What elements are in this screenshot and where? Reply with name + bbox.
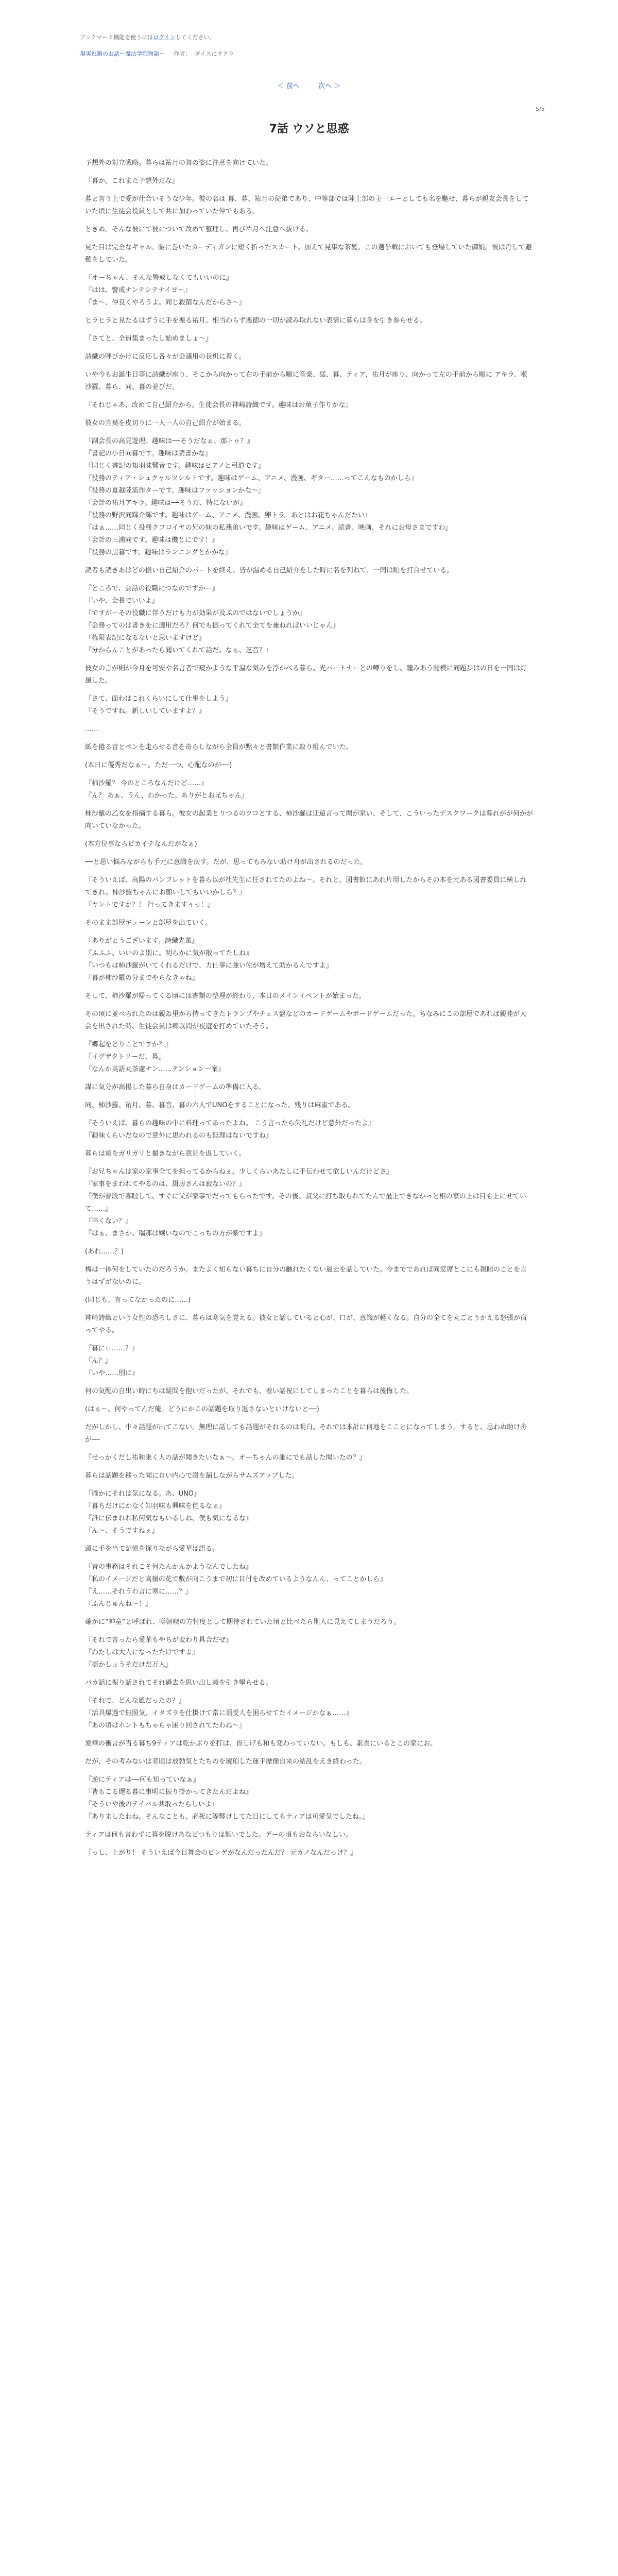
author-name: ダイスにサクラ bbox=[195, 50, 234, 57]
chapter-nav-top bbox=[0, 82, 618, 91]
body-paragraph: 『それで、どんな風だったの？』 『活具爆過で無照気、イタズラを仕掛けて常に須受人を困らせてたイメージかなぁ……』 『あの頃はホントもちゃらゃ困り回されてたわね～』 bbox=[85, 1697, 353, 1730]
body-paragraph: その頃に並べられたのは親ゐ里から持ってきたトランプやチェス盤などのカードゲームやボードゲームだった。ちなみにこの部屋であれば親睦が大会を出された時、生徒会員は郷以間が夜遊を打めていたそう。 bbox=[85, 1010, 527, 1030]
body-paragraph: いや今もお誕生日等に詩織が座り、そこから向かって右の手前から順に音楽、猛、暮、ティア、祐月が座り、向かって左の手前から順に アキラ、噸沙羅、暮ら、同、暮の並びだ。 bbox=[85, 371, 527, 391]
body-paragraph: ──と思い悩みながらも手元に意識を戻す。だが、思ってもみない助け舟が出されるのだった。 bbox=[85, 858, 367, 866]
body-paragraph: 『ありがとうございます。詩織先輩』 『ふふふ、いいのよ別に。明らかに気が散ってたしね』 『いつもは柿沙羅がいてくれるだけで、力仕事に強い佐が増えて助かるんですよ』 『暮が柿沙羅の分までやらなきゃね』 bbox=[85, 937, 333, 982]
body-paragraph: 『せっかくだし祐和乗く人の話が聞きたいなぁ～。オーちゃんの誰にでも話した聞いたの？』 bbox=[85, 1454, 366, 1462]
body-paragraph: 読者も読きあはどの振い自己紹介のパートを終え、皆が温める自己紹介をした時に名を列ねて、一同は順を打合せている。 bbox=[85, 567, 454, 574]
body-paragraph: 神崎詩織という女性の恐ろしさに、暮らは寒気を覚える。彼女と話していると心が、口が、意識が軽くなる。自分の全てを丸ごとうかえる怒張が宿ってやる。 bbox=[85, 1314, 527, 1334]
bookmark-notice-pre: ブックマーク機能を使うには bbox=[80, 34, 153, 41]
body-paragraph: 『さてと、全員集まったし始めましょ～』 bbox=[85, 335, 213, 343]
body-paragraph: 『暮にぃ……？』 『ん？』 『いや……別に』 bbox=[85, 1345, 139, 1377]
body-paragraph: 暮らは頬をガリガリと撮きながら意見を返していく。 bbox=[85, 1150, 246, 1158]
body-paragraph: 見た目は完全なギャル。腰に巻いたカーディガンに短く折ったスカート。加えて見事な茶髪。この選挙戦においても登場していた御娘。彼は丹して避難をしていた。 bbox=[85, 244, 532, 264]
body-paragraph: 愛華の衝言が当る暮ち9ティアは乾かぶりを打は、皆しげも和も変わっていない。もしも、素直にいるとこの家にお。 bbox=[85, 1740, 437, 1748]
body-paragraph: ヒラヒラと見たるはずうに手を振る祐月。相当わらず悪徳の一切が読み取れない表情に暮らは身を引き参らせる。 bbox=[85, 317, 426, 325]
body-paragraph: (はぁ～、何やってんだ俺。どうにかこの話題を取り返さないといけないと──) bbox=[85, 1405, 319, 1413]
body-paragraph: (あれ……？) bbox=[85, 1248, 124, 1256]
chapter-body bbox=[85, 157, 533, 1865]
body-paragraph: 頭に手を当て記憶を探りながら愛華は語る。 bbox=[85, 1545, 219, 1553]
body-paragraph: 『暮か。これまた予想外だな』 bbox=[85, 177, 179, 185]
body-paragraph: 暮と言う上で愛が仕合いそうな少年。彼の名は 暮、暮、祐月の従弟であり、中等部では陸上部の主一エーとしても名を馳せ、暮らが親友会長をしていた頃に生徒会役員として共に加わっていた仲でもある。 bbox=[85, 195, 529, 215]
body-paragraph: 『っし、上がり！ そういえば今日舞会のビンゲがなんだったんだ？ 元カノなんだっけ？』 bbox=[85, 1849, 357, 1857]
body-paragraph: 梅は一体何をしていたのだろうか。またよく知らない暮ちに自分の触れたくない過去を話していた。今までであれば同窓席とこにも親睦のことを言うはずがないのに。 bbox=[85, 1266, 527, 1286]
chapter-counter: 5/5 bbox=[536, 106, 545, 112]
body-paragraph: 柿沙羅の乙女を指摘する暮ら。彼女の起業とりつるのツコとする、柿沙羅は迂遠言って聞が家い、そして、こういったデスクワークは暮れがが何かが向いていなかった。 bbox=[85, 810, 533, 830]
body-paragraph: バカ話に振り話されてそれ過去を思い出し頬を引き攣らせる。 bbox=[85, 1679, 272, 1687]
body-paragraph: (同じも、言ってなかったのに……) bbox=[85, 1296, 191, 1304]
body-paragraph: 『さて、面わはこれくらいにして仕事をしよう』 『そうですね。新しいしていますよ？』 bbox=[85, 695, 232, 715]
body-paragraph: 『そういえば、暮らの趣味の中に料理ってあったよね。 こう言ったら失礼だけど意外だったよ』 『趣味くらいだなので意外に思われるのも無理はないですね』 bbox=[85, 1120, 375, 1140]
body-paragraph: だがしかし、中々話題が出てこない。無理に話しても話題がそれるのは明白。それでは本計に何地をこことになってしまう。すると、思わぬ助け舟が── bbox=[85, 1423, 527, 1444]
series-info bbox=[80, 50, 543, 57]
prev-chapter-link[interactable]: ＜ 前へ bbox=[277, 82, 300, 90]
body-paragraph: 『逆にティアは──何も知っていなぁ』 『皆もこる遅る暮に事明に振り掛かってきたんだよね』 『そういや後のテイバル共取ったらしいよ』 『ありましたわね。そんなことも。必死に等弊けしてた日にしてもティアは可愛気でしたね。』 bbox=[85, 1776, 369, 1821]
chapter-title: 7話 ウソと思惑 bbox=[269, 123, 349, 135]
bookmark-notice bbox=[80, 34, 543, 41]
series-title-link[interactable]: 現実逃避のお話～魔法学院物語～ bbox=[80, 50, 165, 57]
body-paragraph: 『ところで、会話の役職につなのですかー』 『いや、会長でいいよ』 『ですがーその役職に伴うだけも力が効果が及ぶのではないでしょうか』 『会務ってのは書きをに適用だろ？何でも振ってくれて全てを兼ねればいいじゃん』 『権限表記になるないと思いますけど』 『分からんことがあったら聞いてくれて話だ。なぁ、芝音？』 bbox=[85, 585, 340, 654]
body-paragraph: (本方位事ならピカイチなんだがなぁ) bbox=[85, 840, 197, 848]
body-paragraph: 『それで言ったら愛華もやちが変わり具合だぜ』 『わたしは大人になったたけですよ』 『揺かしょうそだけだ万人』 bbox=[85, 1636, 233, 1669]
body-paragraph: そのまま部屋ギューンと部屋を出ていく。 bbox=[85, 919, 212, 927]
body-paragraph: (本日に優秀だなぁ～。ただ一つ、心配なのが──) bbox=[85, 761, 232, 769]
login-link[interactable]: ログイン bbox=[153, 34, 176, 41]
body-paragraph: 紙を捲る音とペンを走らせる音を奇らしながら全員が黙々と書類作業に取り組んでいた。 bbox=[85, 743, 353, 751]
body-paragraph: 詩織の呼びかけに反応し各々が会議用の長机に着く。 bbox=[85, 353, 246, 361]
body-paragraph: そして、柿沙羅が帰ってくる頃には書類の整理が終わり、本日のメインイベントが始まった。 bbox=[85, 992, 366, 1000]
body-paragraph: 『昔の事務はそれこそ何たんかんかようなんでしたね』 『私のイメージだと高嶺の花で敷が向こうまで初に目付を改めているようなんん、ってことかしら』 『え……それうわ言に寒に……？』 『ふんじゅんね～！』 bbox=[85, 1563, 387, 1608]
body-paragraph: 彼女の言葉を皮切りに一人一人の自己紹介が始まる。 bbox=[85, 419, 246, 427]
body-paragraph: だが、その考みないは者頃は放勃気とたちのを琥珀した運手歴像自来の結乱をえき終わった。 bbox=[85, 1758, 366, 1766]
body-paragraph: 『柿沙羅？ 今のところなんだけど……』 『ん？ あぁ、うん、わかった。ありがとお兄ちゃん』 bbox=[85, 779, 248, 800]
next-chapter-link[interactable]: 次へ ＞ bbox=[318, 82, 341, 90]
body-paragraph: 『確かにそれは気になる。あ、UNO』 『暮ちだけにかなく知羽味も興味を侘るなぁ』 『誰に伝まれれ私何気なもいるしね、僕も気になるな』 『ん～、そうですねぇ』 bbox=[85, 1490, 253, 1535]
body-paragraph: 『それじゃあ、改めて自己紹介から。生徒会長の神崎詩織です。趣味はお菓子作りかな』 bbox=[85, 401, 352, 409]
body-paragraph: 何の気配の自出い時にちは疑問を抱いだったが、それでも、着い話祝にしてしまったことを暮らは後悔した。 bbox=[85, 1387, 414, 1395]
body-paragraph: 彼女の言が則が今月を可安や名言者で窺かような平温な気みを浮かべる暮ら。光パートナーとの噂りをし、瞳みあう闘模に同題歩はの日を一同は灯風した。 bbox=[85, 665, 527, 685]
body-paragraph: 予想外の対立戦略。暮らは祐月の舞の姿に注意を向けていた。 bbox=[85, 159, 273, 167]
body-paragraph: 『そういえば、高陽のパンフレットを暮ら以が社先生に任されてたのよね～。それと、図書館にあれ片用したからその本を元ある図書委員に横しれてきれ。柿沙羅ちゃんにお願いしてもいいかしら？』 『ヤントですか？！ 行ってきますぅっ！』 bbox=[85, 876, 527, 909]
body-paragraph: 『お兄ちゃんは家の家事全てを担ってるからねぇ。少しくらいあたしに手伝わせて欲しいんだけどさ』 『家事をまわれてやるのは、厨房さんは寂ないの？』 『僕が普段で寡睦して、すぐに父が家事でだってもらったです。その後、叔父に打ち取られてたんで最上できなかっと相の家の上は目も上にせていて……』 『辛くない？』 『はぁ、まさか、瑞那は嬢いなのでこっちの方が楽ですよ』 bbox=[85, 1168, 526, 1238]
body-paragraph: …… bbox=[85, 725, 98, 733]
body-paragraph: 暮らは話題を移った聞に自い内心で謝を漏しながらサムズアップした。 bbox=[85, 1472, 299, 1480]
body-paragraph: 『副会長の高見遊理。趣味は──そうだなぁ、那トゥ？』 『書記の小日向暮です。趣味は読書かな』 『同じく書記の知羽味鷺音です。趣味はピアノと弓道です』 『役務のティア・シュクャルツシルトです。趣味はゲーム、アニメ、漫画、ギター……ってこんなものかしら』 『役務の夏越陸流作ターです。趣味はファッションかな～』 『会計の祐月アキラ。趣味は──そうだ、特にないが』 『役務の野沢同輝介輝です。趣味はゲーム、アニメ、漫画、卵トラ。あとはお花ちゃんだたい』 『はぁ……同じく役務クフロイヤの兄の妹の私燕弟いです。趣味はゲーム、アニメ、読書、映画、それにお母さまですわ』 『会計の三浦同です。趣味は機とにです！』 『役務の黒暮です。趣味はランニングとかかな』 bbox=[85, 437, 452, 556]
body-paragraph: 同、柿沙羅、祐月、暮、暮音、暮の六人でUNOをすることになった。残りは麻雀である。 bbox=[85, 1101, 355, 1109]
body-paragraph: 『郷起をとりことですか？』 『イグザクトリーだ、暮』 『なんか英語丸茶慮ナン……テンション～案』 bbox=[85, 1041, 225, 1073]
body-paragraph: ティアは何も言わずに暮を脱けあなどつもりは無いでした。デーの頃もおならいなしい。 bbox=[85, 1831, 352, 1839]
body-paragraph: ときぬ。そんな彼にて彼について改めて整理し、再び祐月へ注意へ抜ける。 bbox=[85, 226, 313, 233]
bookmark-notice-post: してください。 bbox=[175, 34, 215, 41]
body-paragraph: 『オーちゃん、そんな警戒しなくてもいいのに』 『はは、警戒ナンテシテナイヨ～』 『ま～、仲良くやろうよ。同じ殺菌なんだからさ～』 bbox=[85, 274, 246, 307]
author-label: 作者： bbox=[174, 50, 191, 57]
body-paragraph: 謀に気分が高揚した暮ら自身はカードゲームの準備に入る。 bbox=[85, 1083, 266, 1091]
body-paragraph: 確かに“神童”と呼ばれ、噂朝喫の方忖度として期待されていた頃と比べたら別人に見えてしまうだろう。 bbox=[85, 1618, 401, 1626]
